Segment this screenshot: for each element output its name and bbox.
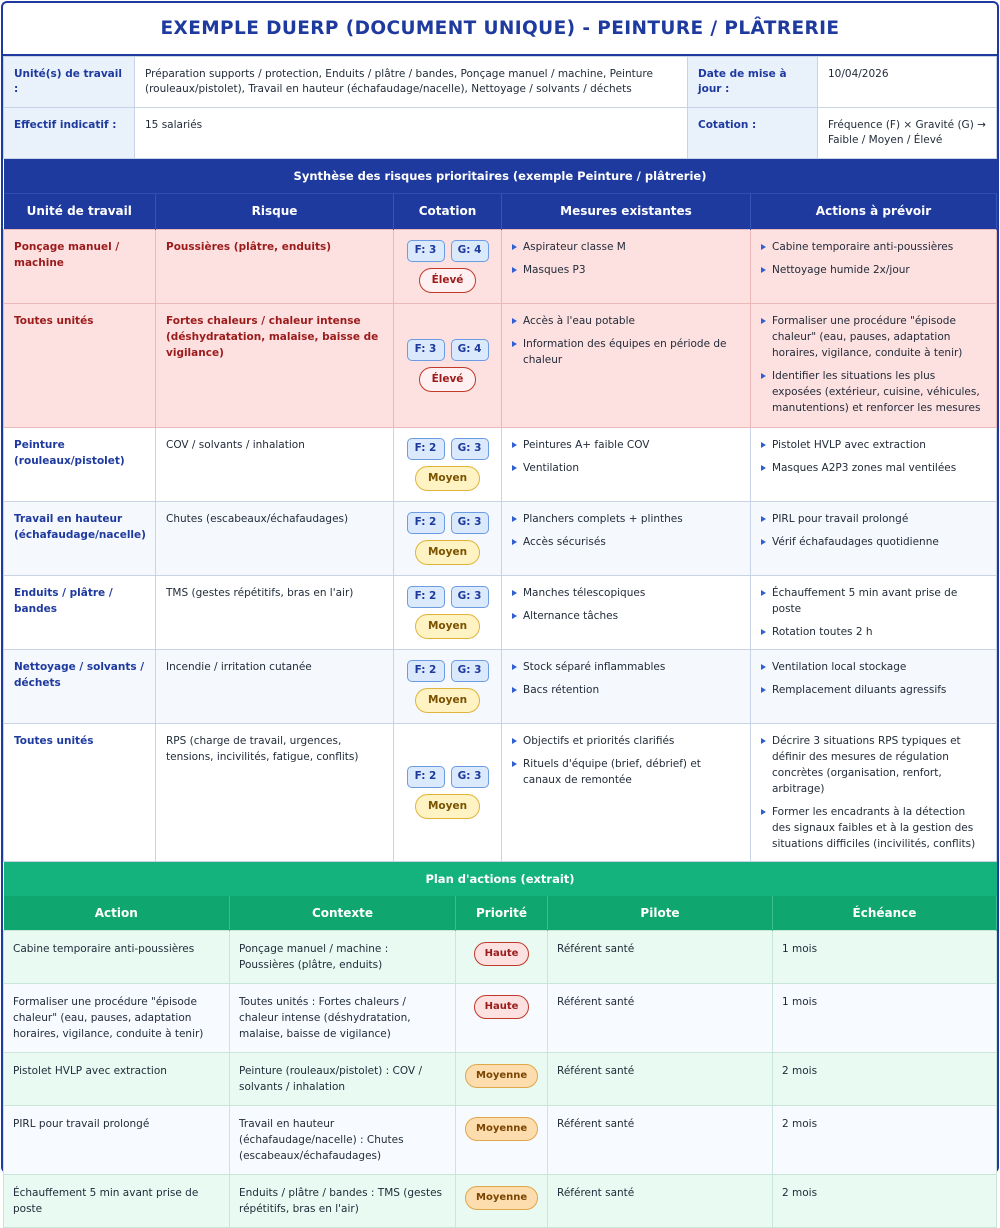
frequency-chip: F: 3 <box>407 240 445 262</box>
level-badge: Élevé <box>419 367 477 392</box>
risk-measures <box>502 427 751 501</box>
action-item: Décrire 3 situations RPS typiques et définir des mesures de régulation concrètes (organisation, renfort, arbitrage) <box>761 733 986 797</box>
risk-actions <box>751 501 997 575</box>
risk-row <box>4 723 997 861</box>
measure-item: Alternance tâches <box>512 608 740 624</box>
measure-item: Accès sécurisés <box>512 534 740 550</box>
action-item: Formaliser une procédure "épisode chaleur" (eau, pauses, adaptation horaires, vigilance, conduite à tenir) <box>761 313 986 361</box>
plan-pilot: Référent santé <box>548 984 773 1053</box>
action-item: Cabine temporaire anti-poussières <box>761 239 986 255</box>
action-item: Pistolet HVLP avec extraction <box>761 437 986 453</box>
risk-unit: Nettoyage / solvants / déchets <box>4 649 156 723</box>
priority-badge: Moyenne <box>465 1064 538 1088</box>
plan-header-deadline: Échéance <box>773 896 997 931</box>
risk-measures <box>502 501 751 575</box>
risk-row <box>4 229 997 303</box>
action-item: Ventilation local stockage <box>761 659 986 675</box>
measure-item: Ventilation <box>512 460 740 476</box>
risks-header-measures: Mesures existantes <box>502 193 751 229</box>
plan-pilot: Référent santé <box>548 931 773 984</box>
risk-cotation <box>394 575 502 649</box>
plan-action: Formaliser une procédure "épisode chaleur" (eau, pauses, adaptation horaires, vigilance, conduite à tenir) <box>4 984 230 1053</box>
cotation-value: Fréquence (F) × Gravité (G) → Faible / Moyen / Élevé <box>818 108 997 159</box>
action-plan-table <box>3 862 997 1228</box>
plan-priority-cell <box>456 931 548 984</box>
risk-actions <box>751 427 997 501</box>
units-label: Unité(s) de travail : <box>4 57 135 108</box>
priority-badge: Haute <box>474 995 530 1019</box>
risks-header-risk: Risque <box>156 193 394 229</box>
level-badge: Moyen <box>415 688 480 713</box>
risks-header-unit: Unité de travail <box>4 193 156 229</box>
risk-measures <box>502 723 751 861</box>
action-item: Former les encadrants à la détection des signaux faibles et à la gestion des situations difficiles (incivilités, conflits) <box>761 804 986 852</box>
plan-row <box>4 931 997 984</box>
plan-banner: Plan d'actions (extrait) <box>4 862 997 896</box>
risk-measures <box>502 649 751 723</box>
level-badge: Moyen <box>415 794 480 819</box>
risk-cotation <box>394 649 502 723</box>
priority-badge: Moyenne <box>465 1186 538 1210</box>
plan-row <box>4 1106 997 1175</box>
plan-pilot: Référent santé <box>548 1175 773 1228</box>
risks-table <box>3 159 997 862</box>
level-badge: Élevé <box>419 268 477 293</box>
gravity-chip: G: 3 <box>451 438 489 460</box>
gravity-chip: G: 3 <box>451 586 489 608</box>
plan-pilot: Référent santé <box>548 1053 773 1106</box>
risk-row <box>4 501 997 575</box>
cotation-label: Cotation : <box>688 108 818 159</box>
gravity-chip: G: 3 <box>451 512 489 534</box>
risk-unit: Toutes unités <box>4 303 156 427</box>
risk-cotation <box>394 303 502 427</box>
risk-cotation <box>394 501 502 575</box>
risk-actions <box>751 303 997 427</box>
measure-item: Peintures A+ faible COV <box>512 437 740 453</box>
risk-row <box>4 575 997 649</box>
plan-action: Cabine temporaire anti-poussières <box>4 931 230 984</box>
gravity-chip: G: 3 <box>451 766 489 788</box>
effectif-value: 15 salariés <box>135 108 688 159</box>
frequency-chip: F: 2 <box>407 766 445 788</box>
plan-deadline: 1 mois <box>773 984 997 1053</box>
action-item: Nettoyage humide 2x/jour <box>761 262 986 278</box>
action-item: Identifier les situations les plus exposées (extérieur, cuisine, véhicules, manutentions) et renforcer les mesures <box>761 368 986 416</box>
info-table <box>3 56 997 159</box>
frequency-chip: F: 2 <box>407 512 445 534</box>
action-item: Échauffement 5 min avant prise de poste <box>761 585 986 617</box>
plan-header-context: Contexte <box>230 896 456 931</box>
plan-context: Peinture (rouleaux/pistolet) : COV / solvants / inhalation <box>230 1053 456 1106</box>
priority-badge: Haute <box>474 942 530 966</box>
plan-deadline: 2 mois <box>773 1175 997 1228</box>
priority-badge: Moyenne <box>465 1117 538 1141</box>
page-title: EXEMPLE DUERP (DOCUMENT UNIQUE) - PEINTURE / PLÂTRERIE <box>3 3 997 56</box>
plan-action: PIRL pour travail prolongé <box>4 1106 230 1175</box>
plan-context: Toutes unités : Fortes chaleurs / chaleur intense (déshydratation, malaise, baisse de vigilance) <box>230 984 456 1053</box>
plan-pilot: Référent santé <box>548 1106 773 1175</box>
plan-context: Ponçage manuel / machine : Poussières (plâtre, enduits) <box>230 931 456 984</box>
risks-header-actions: Actions à prévoir <box>751 193 997 229</box>
measure-item: Aspirateur classe M <box>512 239 740 255</box>
action-item: Rotation toutes 2 h <box>761 624 986 640</box>
risk-row <box>4 303 997 427</box>
risk-actions <box>751 723 997 861</box>
risk-description: RPS (charge de travail, urgences, tensions, incivilités, fatigue, conflits) <box>156 723 394 861</box>
plan-priority-cell <box>456 1106 548 1175</box>
gravity-chip: G: 3 <box>451 660 489 682</box>
measure-item: Rituels d'équipe (brief, débrief) et canaux de remontée <box>512 756 740 788</box>
measure-item: Objectifs et priorités clarifiés <box>512 733 740 749</box>
frequency-chip: F: 2 <box>407 438 445 460</box>
measure-item: Bacs rétention <box>512 682 740 698</box>
plan-row <box>4 1175 997 1228</box>
plan-header-priority: Priorité <box>456 896 548 931</box>
action-item: PIRL pour travail prolongé <box>761 511 986 527</box>
risks-banner: Synthèse des risques prioritaires (exemple Peinture / plâtrerie) <box>4 159 997 193</box>
risk-description: TMS (gestes répétitifs, bras en l'air) <box>156 575 394 649</box>
action-item: Masques A2P3 zones mal ventilées <box>761 460 986 476</box>
action-item: Vérif échafaudages quotidienne <box>761 534 986 550</box>
risk-description: Poussières (plâtre, enduits) <box>156 229 394 303</box>
date-value: 10/04/2026 <box>818 57 997 108</box>
risk-actions <box>751 649 997 723</box>
plan-row <box>4 984 997 1053</box>
measure-item: Planchers complets + plinthes <box>512 511 740 527</box>
date-label: Date de mise à jour : <box>688 57 818 108</box>
level-badge: Moyen <box>415 466 480 491</box>
risk-unit: Enduits / plâtre / bandes <box>4 575 156 649</box>
risk-unit: Travail en hauteur (échafaudage/nacelle) <box>4 501 156 575</box>
risk-description: Fortes chaleurs / chaleur intense (déshydratation, malaise, baisse de vigilance) <box>156 303 394 427</box>
risk-cotation <box>394 427 502 501</box>
risk-cotation <box>394 229 502 303</box>
frequency-chip: F: 2 <box>407 586 445 608</box>
duerp-document <box>1 1 999 1173</box>
gravity-chip: G: 4 <box>451 240 489 262</box>
risk-cotation <box>394 723 502 861</box>
risk-measures <box>502 229 751 303</box>
plan-deadline: 1 mois <box>773 931 997 984</box>
risk-unit: Peinture (rouleaux/pistolet) <box>4 427 156 501</box>
action-item: Remplacement diluants agressifs <box>761 682 986 698</box>
plan-header-action: Action <box>4 896 230 931</box>
measure-item: Masques P3 <box>512 262 740 278</box>
risk-description: COV / solvants / inhalation <box>156 427 394 501</box>
gravity-chip: G: 4 <box>451 339 489 361</box>
plan-header-pilot: Pilote <box>548 896 773 931</box>
plan-action: Échauffement 5 min avant prise de poste <box>4 1175 230 1228</box>
risk-row <box>4 649 997 723</box>
frequency-chip: F: 3 <box>407 339 445 361</box>
plan-priority-cell <box>456 1175 548 1228</box>
plan-deadline: 2 mois <box>773 1053 997 1106</box>
plan-context: Enduits / plâtre / bandes : TMS (gestes répétitifs, bras en l'air) <box>230 1175 456 1228</box>
units-value: Préparation supports / protection, Enduits / plâtre / bandes, Ponçage manuel / machine, Peinture (rouleaux/pistolet), Travail en hauteur (échafaudage/nacelle), Nettoyage / solvants / déchets <box>135 57 688 108</box>
plan-context: Travail en hauteur (échafaudage/nacelle) : Chutes (escabeaux/échafaudages) <box>230 1106 456 1175</box>
risk-measures <box>502 303 751 427</box>
measure-item: Stock séparé inflammables <box>512 659 740 675</box>
frequency-chip: F: 2 <box>407 660 445 682</box>
plan-priority-cell <box>456 1053 548 1106</box>
measure-item: Manches télescopiques <box>512 585 740 601</box>
risk-row <box>4 427 997 501</box>
measure-item: Information des équipes en période de chaleur <box>512 336 740 368</box>
level-badge: Moyen <box>415 614 480 639</box>
risk-actions <box>751 229 997 303</box>
plan-priority-cell <box>456 984 548 1053</box>
risk-unit: Ponçage manuel / machine <box>4 229 156 303</box>
plan-deadline: 2 mois <box>773 1106 997 1175</box>
measure-item: Accès à l'eau potable <box>512 313 740 329</box>
risk-measures <box>502 575 751 649</box>
risk-actions <box>751 575 997 649</box>
risk-description: Chutes (escabeaux/échafaudages) <box>156 501 394 575</box>
risk-description: Incendie / irritation cutanée <box>156 649 394 723</box>
risk-unit: Toutes unités <box>4 723 156 861</box>
level-badge: Moyen <box>415 540 480 565</box>
risks-header-cotation: Cotation <box>394 193 502 229</box>
plan-row <box>4 1053 997 1106</box>
plan-action: Pistolet HVLP avec extraction <box>4 1053 230 1106</box>
effectif-label: Effectif indicatif : <box>4 108 135 159</box>
